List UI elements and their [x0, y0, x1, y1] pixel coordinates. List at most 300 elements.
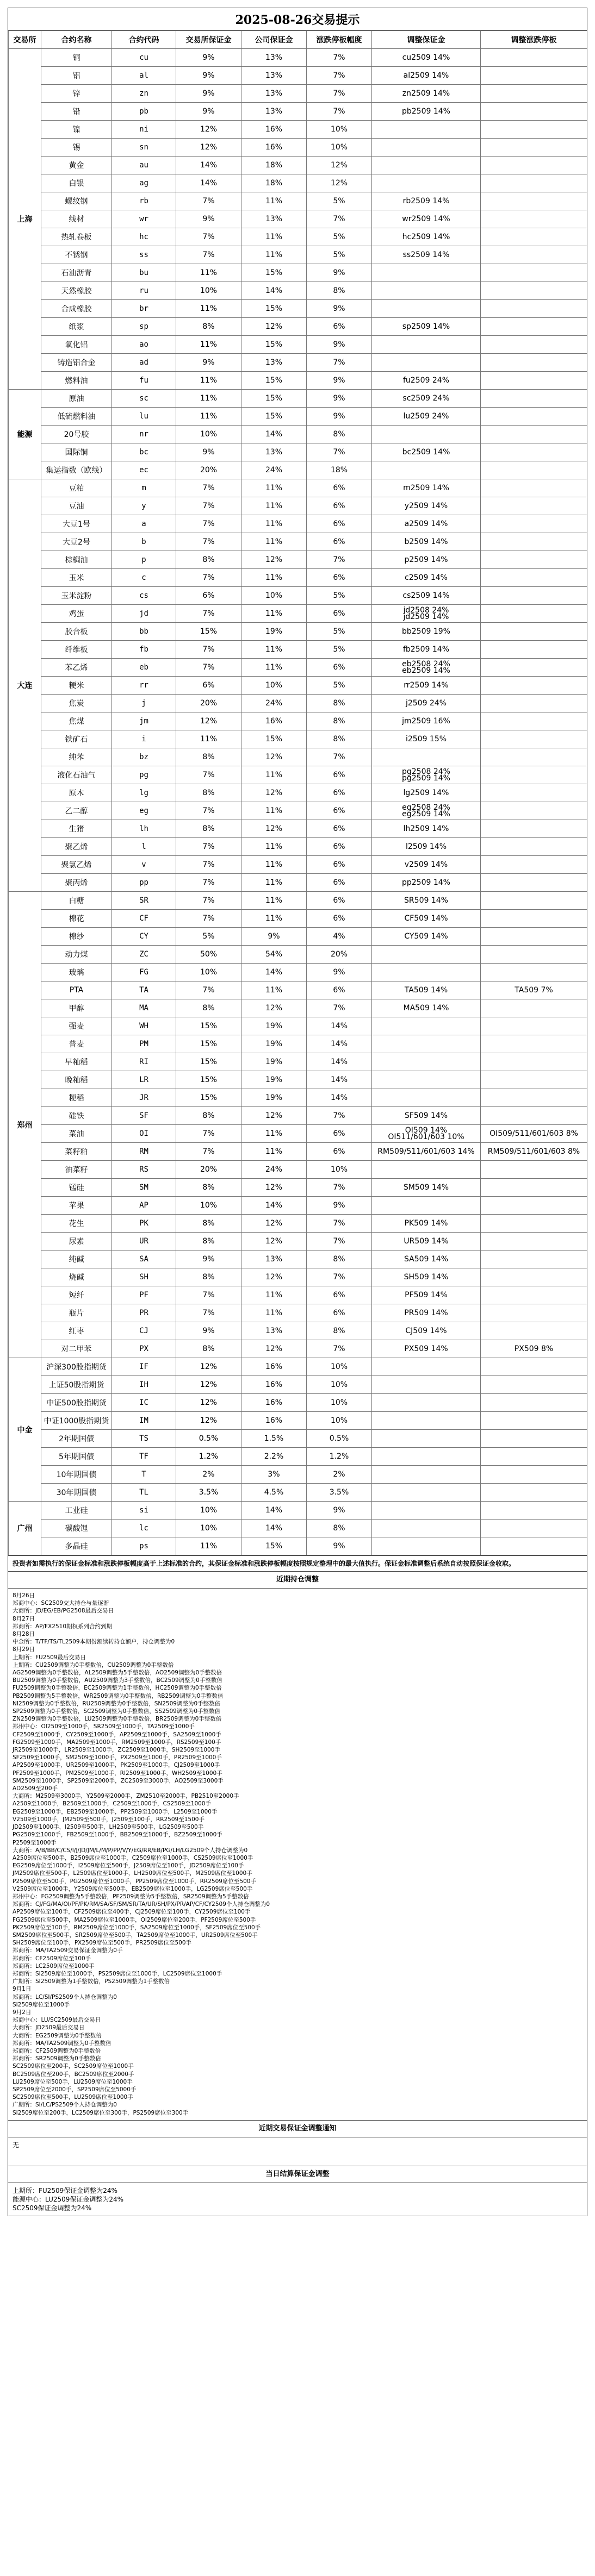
contract-code: a [112, 515, 176, 533]
contract-code: eg [112, 802, 176, 820]
contract-code: jd [112, 605, 176, 623]
price-limit: 8% [307, 1520, 372, 1537]
company-margin: 11% [241, 910, 307, 928]
company-margin: 18% [241, 174, 307, 192]
price-limit: 6% [307, 515, 372, 533]
contract-name: 油菜籽 [41, 1161, 112, 1179]
contract-code: SF [112, 1107, 176, 1125]
exchange-margin: 15% [176, 1071, 241, 1089]
adjusted-margin: RM509/511/601/603 14% [372, 1143, 481, 1161]
table-row [9, 802, 587, 820]
contract-name: 铅 [41, 103, 112, 121]
contract-name: 镍 [41, 121, 112, 139]
exchange-margin: 11% [176, 390, 241, 408]
exchange-margin: 12% [176, 121, 241, 139]
company-margin: 4.5% [241, 1484, 307, 1502]
company-margin: 14% [241, 1197, 307, 1215]
company-margin: 14% [241, 964, 307, 981]
exchange-margin: 12% [176, 139, 241, 157]
column-header: 合约名称 [41, 31, 112, 49]
contract-code: fu [112, 372, 176, 390]
table-row [9, 1017, 587, 1035]
adjusted-margin: pg2508 24% pg2509 14% [372, 766, 481, 784]
table-row [9, 1430, 587, 1448]
company-margin: 13% [241, 49, 307, 67]
contract-name: 瓶片 [41, 1304, 112, 1322]
contract-code: pb [112, 103, 176, 121]
exchange-name: 能源 [9, 390, 41, 479]
adjusted-price-limit [481, 139, 587, 157]
exchange-margin: 7% [176, 497, 241, 515]
company-margin: 12% [241, 820, 307, 838]
adjusted-margin [372, 1197, 481, 1215]
contract-name: 碳酸锂 [41, 1520, 112, 1537]
adjusted-price-limit [481, 695, 587, 712]
exchange-margin: 14% [176, 174, 241, 192]
exchange-margin: 10% [176, 1520, 241, 1537]
adjusted-price-limit [481, 1484, 587, 1502]
adjusted-price-limit [481, 946, 587, 964]
table-row [9, 910, 587, 928]
contract-code: lc [112, 1520, 176, 1537]
adjusted-margin [372, 1071, 481, 1089]
price-limit: 6% [307, 659, 372, 677]
company-margin: 11% [241, 892, 307, 910]
table-row [9, 623, 587, 641]
company-margin: 9% [241, 928, 307, 946]
price-limit: 9% [307, 372, 372, 390]
contract-code: au [112, 157, 176, 174]
table-row [9, 426, 587, 443]
adjusted-price-limit [481, 1412, 587, 1430]
adjusted-margin [372, 1089, 481, 1107]
contract-code: c [112, 569, 176, 587]
company-margin: 13% [241, 85, 307, 103]
company-margin: 1.5% [241, 1430, 307, 1448]
contract-code: IC [112, 1394, 176, 1412]
table-row [9, 408, 587, 426]
adjusted-price-limit [481, 210, 587, 228]
adjusted-margin [372, 461, 481, 479]
contract-code: LR [112, 1071, 176, 1089]
price-limit: 7% [307, 1179, 372, 1197]
adjusted-price-limit [481, 67, 587, 85]
contract-name: 锌 [41, 85, 112, 103]
company-margin: 54% [241, 946, 307, 964]
adjusted-price-limit: PX509 8% [481, 1340, 587, 1358]
company-margin: 19% [241, 1089, 307, 1107]
company-margin: 12% [241, 551, 307, 569]
company-margin: 12% [241, 1340, 307, 1358]
price-limit: 7% [307, 210, 372, 228]
exchange-margin: 7% [176, 1286, 241, 1304]
company-margin: 15% [241, 336, 307, 354]
adjusted-margin: CF509 14% [372, 910, 481, 928]
table-row [9, 1340, 587, 1358]
adjusted-price-limit [481, 605, 587, 623]
exchange-margin: 20% [176, 1161, 241, 1179]
contract-name: 粳米 [41, 677, 112, 695]
table-row [9, 1412, 587, 1430]
contract-code: OI [112, 1125, 176, 1143]
table-row [9, 551, 587, 569]
contract-code: b [112, 533, 176, 551]
price-limit: 5% [307, 677, 372, 695]
adjusted-price-limit [481, 964, 587, 981]
exchange-margin: 7% [176, 659, 241, 677]
adjusted-margin: SH509 14% [372, 1268, 481, 1286]
exchange-margin: 6% [176, 587, 241, 605]
contract-name: 5年期国债 [41, 1448, 112, 1466]
company-margin: 11% [241, 1304, 307, 1322]
company-margin: 11% [241, 246, 307, 264]
contract-code: TS [112, 1430, 176, 1448]
contract-code: PM [112, 1035, 176, 1053]
company-margin: 19% [241, 1053, 307, 1071]
company-margin: 14% [241, 282, 307, 300]
company-margin: 24% [241, 695, 307, 712]
table-row [9, 1502, 587, 1520]
company-margin: 15% [241, 408, 307, 426]
contract-name: 铸造铝合金 [41, 354, 112, 372]
table-row [9, 49, 587, 67]
exchange-margin: 7% [176, 1143, 241, 1161]
price-limit: 18% [307, 461, 372, 479]
contract-name: 2年期国债 [41, 1430, 112, 1448]
table-row [9, 1520, 587, 1537]
price-limit: 2% [307, 1466, 372, 1484]
contract-name: 聚乙烯 [41, 838, 112, 856]
adjusted-margin [372, 1035, 481, 1053]
adjusted-price-limit [481, 174, 587, 192]
company-margin: 16% [241, 1394, 307, 1412]
contract-name: 白糖 [41, 892, 112, 910]
adjusted-margin: CY509 14% [372, 928, 481, 946]
contract-code: SR [112, 892, 176, 910]
price-limit: 7% [307, 999, 372, 1017]
contract-name: 豆粕 [41, 479, 112, 497]
contract-name: 焦炭 [41, 695, 112, 712]
table-header-row [9, 31, 587, 49]
price-limit: 6% [307, 892, 372, 910]
table-row [9, 1233, 587, 1251]
adjusted-price-limit [481, 1197, 587, 1215]
adjusted-margin: eg2508 24% eg2509 14% [372, 802, 481, 820]
table-row [9, 443, 587, 461]
contract-name: 中证1000股指期货 [41, 1412, 112, 1430]
exchange-margin: 0.5% [176, 1430, 241, 1448]
table-row [9, 139, 587, 157]
exchange-margin: 15% [176, 1089, 241, 1107]
adjusted-margin: hc2509 14% [372, 228, 481, 246]
contract-name: 硅铁 [41, 1107, 112, 1125]
exchange-name: 中金 [9, 1358, 41, 1502]
adjusted-margin [372, 946, 481, 964]
adjusted-margin: SM509 14% [372, 1179, 481, 1197]
adjusted-margin: p2509 14% [372, 551, 481, 569]
table-row [9, 928, 587, 946]
table-row [9, 354, 587, 372]
exchange-margin: 8% [176, 1268, 241, 1286]
contract-name: 烧碱 [41, 1268, 112, 1286]
table-row [9, 1089, 587, 1107]
table-row [9, 390, 587, 408]
table-row [9, 569, 587, 587]
adjusted-margin: rr2509 14% [372, 677, 481, 695]
exchange-margin: 15% [176, 1053, 241, 1071]
adjusted-margin [372, 264, 481, 282]
contract-name: 对二甲苯 [41, 1340, 112, 1358]
exchange-margin: 7% [176, 838, 241, 856]
company-margin: 11% [241, 641, 307, 659]
price-limit: 8% [307, 712, 372, 730]
contract-code: eb [112, 659, 176, 677]
adjusted-price-limit [481, 443, 587, 461]
price-limit: 7% [307, 1107, 372, 1125]
contract-code: PK [112, 1215, 176, 1233]
adjusted-margin: pb2509 14% [372, 103, 481, 121]
exchange-margin: 11% [176, 1537, 241, 1555]
contract-name: 氧化铝 [41, 336, 112, 354]
exchange-margin: 9% [176, 67, 241, 85]
adjusted-price-limit [481, 569, 587, 587]
contract-name: 不锈钢 [41, 246, 112, 264]
adjusted-margin: MA509 14% [372, 999, 481, 1017]
contract-name: 乙二醇 [41, 802, 112, 820]
table-row [9, 730, 587, 748]
contract-code: p [112, 551, 176, 569]
exchange-margin: 12% [176, 1358, 241, 1376]
table-row [9, 246, 587, 264]
table-row [9, 1035, 587, 1053]
adjusted-margin: PX509 14% [372, 1340, 481, 1358]
exchange-margin: 20% [176, 461, 241, 479]
table-row [9, 461, 587, 479]
adjusted-price-limit [481, 1215, 587, 1233]
exchange-margin: 9% [176, 85, 241, 103]
contract-code: hc [112, 228, 176, 246]
contract-name: 原油 [41, 390, 112, 408]
exchange-margin: 9% [176, 443, 241, 461]
price-limit: 14% [307, 1035, 372, 1053]
table-row [9, 964, 587, 981]
contract-code: wr [112, 210, 176, 228]
adjusted-margin [372, 1412, 481, 1430]
contract-name: 工业硅 [41, 1502, 112, 1520]
table-row [9, 677, 587, 695]
price-limit: 9% [307, 300, 372, 318]
contract-code: j [112, 695, 176, 712]
contract-code: lh [112, 820, 176, 838]
contract-name: 菜籽粕 [41, 1143, 112, 1161]
price-limit: 9% [307, 390, 372, 408]
adjusted-price-limit [481, 910, 587, 928]
contract-name: 苯乙烯 [41, 659, 112, 677]
exchange-margin: 7% [176, 892, 241, 910]
section-title: 当日结算保证金调整 [8, 2166, 587, 2183]
company-margin: 2.2% [241, 1448, 307, 1466]
contract-code: v [112, 856, 176, 874]
adjusted-price-limit [481, 318, 587, 336]
exchange-margin: 12% [176, 1376, 241, 1394]
contract-name: 花生 [41, 1215, 112, 1233]
company-margin: 12% [241, 748, 307, 766]
adjusted-margin: al2509 14% [372, 67, 481, 85]
exchange-margin: 7% [176, 192, 241, 210]
contract-name: 聚丙烯 [41, 874, 112, 892]
adjusted-price-limit [481, 336, 587, 354]
contract-name: 棕榈油 [41, 551, 112, 569]
adjusted-margin: j2509 24% [372, 695, 481, 712]
exchange-margin: 7% [176, 910, 241, 928]
table-row [9, 946, 587, 964]
exchange-margin: 7% [176, 228, 241, 246]
contract-name: 棉花 [41, 910, 112, 928]
price-limit: 10% [307, 1376, 372, 1394]
table-row [9, 1286, 587, 1304]
price-limit: 6% [307, 838, 372, 856]
contract-name: 晚籼稻 [41, 1071, 112, 1089]
contract-name: 锰硅 [41, 1179, 112, 1197]
adjusted-price-limit: TA509 7% [481, 981, 587, 999]
table-row [9, 1251, 587, 1268]
price-limit: 6% [307, 569, 372, 587]
exchange-margin: 10% [176, 1502, 241, 1520]
exchange-margin: 8% [176, 784, 241, 802]
adjusted-margin [372, 748, 481, 766]
table-row [9, 659, 587, 677]
exchange-margin: 8% [176, 1233, 241, 1251]
company-margin: 15% [241, 300, 307, 318]
price-limit: 5% [307, 228, 372, 246]
adjusted-price-limit [481, 157, 587, 174]
contract-code: PF [112, 1286, 176, 1304]
company-margin: 13% [241, 67, 307, 85]
adjusted-margin [372, 1376, 481, 1394]
column-header: 涨跌停板幅度 [307, 31, 372, 49]
price-limit: 6% [307, 910, 372, 928]
table-row [9, 121, 587, 139]
price-limit: 6% [307, 1143, 372, 1161]
column-header: 交易所保证金 [176, 31, 241, 49]
adjusted-price-limit [481, 820, 587, 838]
exchange-margin: 11% [176, 300, 241, 318]
company-margin: 11% [241, 838, 307, 856]
contract-code: br [112, 300, 176, 318]
adjusted-margin: PF509 14% [372, 1286, 481, 1304]
contract-name: 纯碱 [41, 1251, 112, 1268]
exchange-margin: 15% [176, 1035, 241, 1053]
section-body: 无 [13, 2141, 20, 2149]
table-row [9, 1143, 587, 1161]
adjusted-price-limit [481, 1179, 587, 1197]
adjusted-price-limit [481, 282, 587, 300]
price-limit: 14% [307, 1071, 372, 1089]
contract-code: CF [112, 910, 176, 928]
contract-code: y [112, 497, 176, 515]
adjusted-margin [372, 1448, 481, 1466]
table-row [9, 587, 587, 605]
adjusted-price-limit [481, 999, 587, 1017]
adjusted-margin: pp2509 14% [372, 874, 481, 892]
exchange-margin: 8% [176, 748, 241, 766]
company-margin: 12% [241, 999, 307, 1017]
exchange-margin: 9% [176, 1251, 241, 1268]
price-limit: 8% [307, 426, 372, 443]
contract-code: lu [112, 408, 176, 426]
company-margin: 13% [241, 103, 307, 121]
contract-name: 棉纱 [41, 928, 112, 946]
price-limit: 12% [307, 174, 372, 192]
exchange-margin: 7% [176, 874, 241, 892]
contract-name: 大豆1号 [41, 515, 112, 533]
adjusted-price-limit [481, 677, 587, 695]
adjusted-margin: bb2509 19% [372, 623, 481, 641]
price-limit: 9% [307, 1502, 372, 1520]
exchange-margin: 11% [176, 336, 241, 354]
table-row [9, 479, 587, 497]
adjusted-price-limit [481, 408, 587, 426]
contract-code: sp [112, 318, 176, 336]
contract-name: 上证50股指期货 [41, 1376, 112, 1394]
adjusted-price-limit [481, 641, 587, 659]
contract-name: 20号胶 [41, 426, 112, 443]
contract-name: 鸡蛋 [41, 605, 112, 623]
contract-name: 石油沥青 [41, 264, 112, 282]
price-limit: 5% [307, 587, 372, 605]
price-limit: 14% [307, 1089, 372, 1107]
table-row [9, 1053, 587, 1071]
adjusted-price-limit [481, 1502, 587, 1520]
adjusted-price-limit [481, 1035, 587, 1053]
adjusted-price-limit [481, 730, 587, 748]
company-margin: 16% [241, 1412, 307, 1430]
contract-name: 合成橡胶 [41, 300, 112, 318]
exchange-margin: 11% [176, 408, 241, 426]
company-margin: 15% [241, 264, 307, 282]
adjusted-price-limit [481, 551, 587, 569]
table-row [9, 67, 587, 85]
price-limit: 5% [307, 246, 372, 264]
company-margin: 11% [241, 192, 307, 210]
exchange-margin: 7% [176, 981, 241, 999]
adjusted-price-limit [481, 748, 587, 766]
margin-notice: 投资者如需执行的保证金标准和涨跌停板幅度高于上述标准的合约，其保证金标准和涨跌停板幅度按照规定整理中的最大值执行。保证金标准调整后系统自动按照保证金收取。 [8, 1555, 587, 1571]
exchange-margin: 5% [176, 928, 241, 946]
exchange-margin: 15% [176, 623, 241, 641]
contract-name: 玉米淀粉 [41, 587, 112, 605]
table-row [9, 1466, 587, 1484]
price-limit: 4% [307, 928, 372, 946]
contract-name: 集运指数（欧线） [41, 461, 112, 479]
adjusted-price-limit [481, 192, 587, 210]
adjusted-price-limit [481, 1520, 587, 1537]
contract-code: jm [112, 712, 176, 730]
adjusted-price-limit [481, 623, 587, 641]
table-row [9, 1179, 587, 1197]
company-margin: 11% [241, 856, 307, 874]
contract-code: ad [112, 354, 176, 372]
table-row [9, 1161, 587, 1179]
company-margin: 11% [241, 766, 307, 784]
contract-code: ss [112, 246, 176, 264]
exchange-margin: 10% [176, 964, 241, 981]
exchange-margin: 8% [176, 1179, 241, 1197]
adjusted-price-limit [481, 426, 587, 443]
adjusted-margin [372, 121, 481, 139]
contract-code: PR [112, 1304, 176, 1322]
table-row [9, 174, 587, 192]
